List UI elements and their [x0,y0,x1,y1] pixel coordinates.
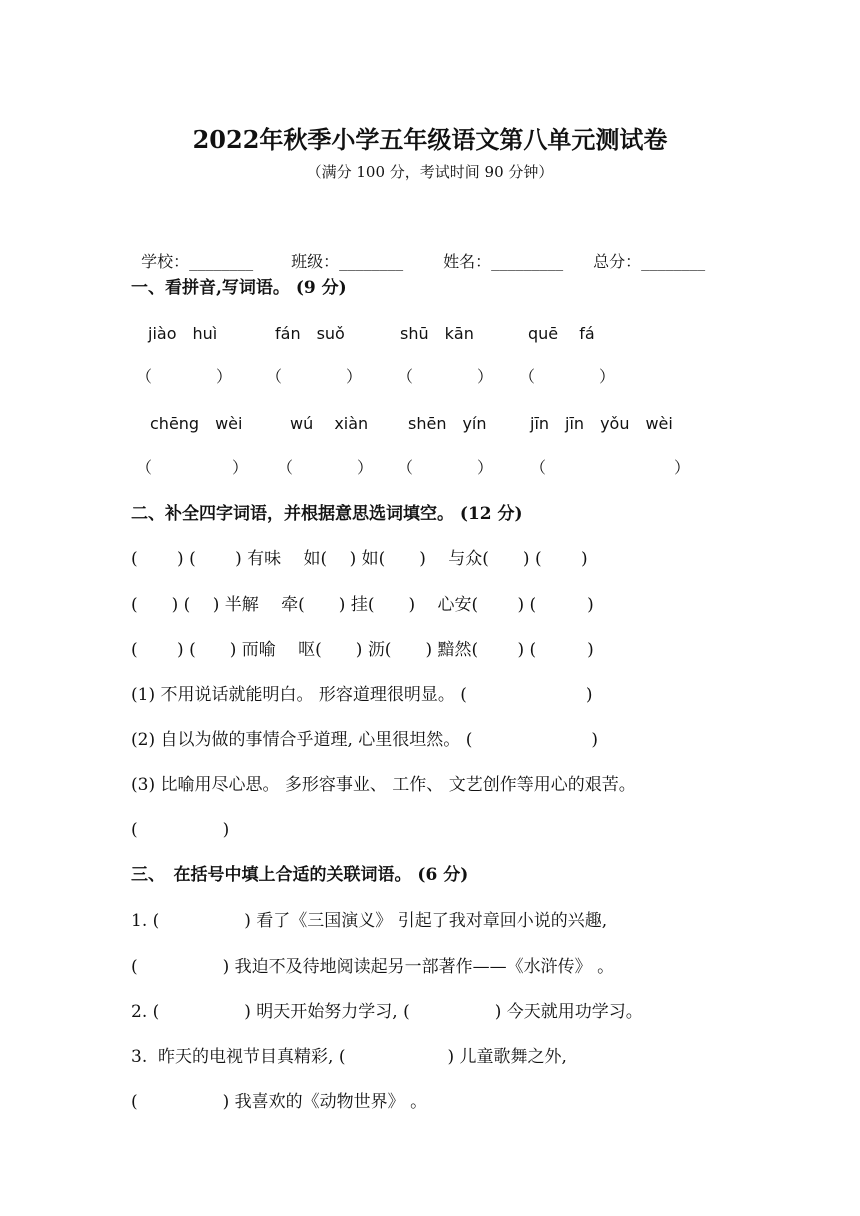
page-subtitle: （满分 100 分，考试时间 90 分钟） [306,163,554,181]
conjunction-line: 3. 昨天的电视节目真精彩, ( ) 儿童歌舞之外, [131,1047,567,1067]
question-3-blank[interactable]: ( ) [131,820,230,840]
question-2: (2) 自以为做的事情合乎道理, 心里很坦然。 ( ) [131,730,598,750]
pinyin-item: quē fá [528,324,595,343]
pinyin-item: jiào huì [148,324,218,343]
conjunction-line: 2. ( ) 明天开始努力学习, ( ) 今天就用功学习。 [131,1002,643,1022]
student-info-row [131,230,705,272]
question-1: (1) 不用说话就能明白。 形容道理很明显。 ( ) [131,685,593,705]
answer-blank[interactable]: （ ） [397,458,494,477]
answer-blank[interactable]: （ ） [530,458,691,477]
pinyin-item: shēn yín [408,414,487,433]
answer-blank[interactable]: （ ） [266,367,363,386]
pinyin-item: chēng wèi [150,414,243,433]
pinyin-item: shū kān [400,324,474,343]
school-field[interactable]: 学校：________ [141,252,254,271]
idiom-row: ( ) ( ) 而喻 呕( ) 沥( ) 黯然( ) ( ) [131,640,594,660]
answer-blank[interactable]: （ ） [519,367,616,386]
section3-heading: 三、 在括号中填上合适的关联词语。 (6 分) [131,865,469,885]
conjunction-line: ( ) 我迫不及待地阅读起另一部著作——《水浒传》 。 [131,957,615,977]
answer-blank[interactable]: （ ） [136,367,233,386]
name-field[interactable]: 姓名：_________ [443,252,564,271]
section1-heading: 一、看拼音,写词语。 (9 分) [131,278,347,298]
answer-blank[interactable]: （ ） [277,458,374,477]
section2-heading: 二、补全四字词语，并根据意思选词填空。 (12 分) [131,504,523,524]
class-field[interactable]: 班级：________ [291,252,404,271]
conjunction-line: 1. ( ) 看了《三国演义》 引起了我对章回小说的兴趣, [131,911,608,931]
page-title: 2022年秋季小学五年级语文第八单元测试卷 [192,125,668,154]
total-score-field[interactable]: 总分：________ [593,252,706,271]
answer-blank[interactable]: （ ） [397,367,494,386]
question-3: (3) 比喻用尽心思。 多形容事业、 工作、 文艺创作等用心的艰苦。 [131,775,636,795]
idiom-row: ( ) ( ) 半解 牵( ) 挂( ) 心安( ) ( ) [131,595,594,615]
pinyin-item: wú xiàn [290,414,369,433]
conjunction-line: ( ) 我喜欢的《动物世界》 。 [131,1092,428,1112]
idiom-row: ( ) ( ) 有味 如( ) 如( ) 与众( ) ( ) [131,549,588,569]
pinyin-item: jīn jīn yǒu wèi [530,414,673,433]
answer-blank[interactable]: （ ） [136,458,249,477]
pinyin-item: fán suǒ [275,324,345,343]
